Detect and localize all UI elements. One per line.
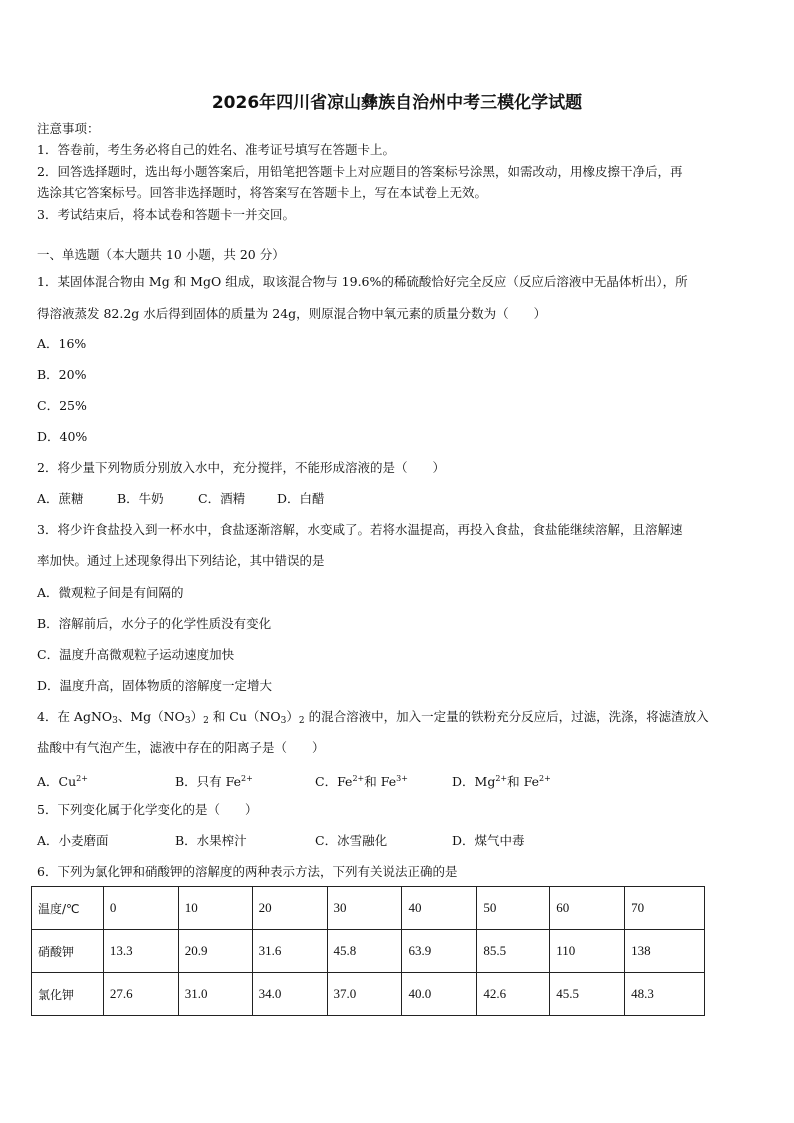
notice-item: 2．回答选择题时，选出每小题答案后，用铅笔把答题卡上对应题目的答案标号涂黑，如需改动，用橡皮擦干净后，再 (37, 164, 683, 179)
question-4-option-d: D．$Mg^{2+}$和 $Fe^{2+}$ (452, 774, 551, 789)
table-cell: 70 (625, 887, 705, 930)
question-4-stem-cont: 盐酸中有气泡产生，滤液中存在的阳离子是（ ） (37, 740, 325, 755)
question-1-option-d: D．40% (37, 429, 88, 444)
table-cell: 31.0 (178, 973, 252, 1016)
table-cell: 氯化钾 (32, 973, 104, 1016)
table-cell: 40 (402, 887, 477, 930)
question-5-option-b: B．水果榨汁 (175, 833, 247, 848)
table-cell: 20.9 (178, 930, 252, 973)
question-5-stem: 5．下列变化属于化学变化的是（ ） (37, 802, 258, 817)
question-5-option-c: C．冰雪融化 (315, 833, 388, 848)
table-cell: 48.3 (625, 973, 705, 1016)
table-cell: 138 (625, 930, 705, 973)
question-6-stem: 6．下列为氯化钾和硝酸钾的溶解度的两种表示方法，下列有关说法正确的是 (37, 864, 458, 879)
question-1-stem: 1．某固体混合物由 Mg 和 MgO 组成，取该混合物与 19.6%的稀硫酸恰好完全反应（反应后溶液中无晶体析出），所 (37, 274, 688, 289)
notice-heading: 注意事项： (37, 121, 100, 136)
question-3-option-a: A．微观粒子间是有间隔的 (37, 585, 184, 600)
question-5-option-d: D．煤气中毒 (452, 833, 525, 848)
table-cell: 10 (178, 887, 252, 930)
notice-item: 1．答卷前，考生务必将自己的姓名、准考证号填写在答题卡上。 (37, 142, 395, 157)
question-1-option-c: C．25% (37, 398, 87, 413)
solubility-table (31, 886, 705, 1016)
table-cell: 31.6 (252, 930, 327, 973)
question-5-option-a: A．小麦磨面 (37, 833, 109, 848)
table-cell: 34.0 (252, 973, 327, 1016)
question-4-option-c: C．$Fe^{2+}$和 $Fe^{3+}$ (315, 774, 408, 789)
table-cell: 0 (103, 887, 178, 930)
table-cell: 63.9 (402, 930, 477, 973)
notice-item: 3．考试结束后，将本试卷和答题卡一并交回。 (37, 207, 295, 222)
notice-item: 选涂其它答案标号。回答非选择题时，将答案写在答题卡上，写在本试卷上无效。 (37, 185, 488, 200)
question-4-stem: 4．在 AgNO$_3$、$Mg(NO_3)_2$ 和 $Cu(NO_3)_2$ 的混合溶液中，加入一定量的铁粉充分反应后，过滤，洗涤，将滤渣放入 (37, 709, 709, 726)
table-cell: 110 (550, 930, 625, 973)
table-cell: 13.3 (103, 930, 178, 973)
table-cell: 42.6 (477, 973, 550, 1016)
question-1-option-b: B．20% (37, 367, 87, 382)
table-cell: 硝酸钾 (32, 930, 104, 973)
question-2-option-c: C．酒精 (198, 491, 246, 506)
question-3-option-d: D．温度升高，固体物质的溶解度一定增大 (37, 678, 273, 693)
table-cell: 85.5 (477, 930, 550, 973)
question-2-option-a: A．蔗糖 (37, 491, 84, 506)
table-cell: 37.0 (327, 973, 402, 1016)
table-cell: 50 (477, 887, 550, 930)
table-cell: 30 (327, 887, 402, 930)
question-2-stem: 2．将少量下列物质分别放入水中，充分搅拌，不能形成溶液的是（ ） (37, 460, 445, 475)
question-1-stem-cont: 得溶液蒸发 82.2g 水后得到固体的质量为 24g，则原混合物中氧元素的质量分数为（ ） (37, 306, 547, 321)
table-row (32, 930, 705, 973)
table-cell: 45.8 (327, 930, 402, 973)
question-3-stem: 3．将少许食盐投入到一杯水中，食盐逐渐溶解，水变咸了。若将水温提高，再投入食盐，食盐能继续溶解，且溶解速 (37, 522, 683, 537)
question-4-option-a: A．$Cu^{2+}$ (37, 774, 88, 789)
question-1-option-a: A．16% (37, 336, 87, 351)
table-cell: 温度/℃ (32, 887, 104, 930)
question-2-option-d: D．白醋 (277, 491, 325, 506)
section-heading: 一、单选题（本大题共 10 小题，共 20 分） (37, 247, 285, 262)
question-2-option-b: B．牛奶 (117, 491, 164, 506)
table-cell: 20 (252, 887, 327, 930)
table-header-row (32, 887, 705, 930)
table-cell: 27.6 (103, 973, 178, 1016)
table-cell: 40.0 (402, 973, 477, 1016)
table-cell: 45.5 (550, 973, 625, 1016)
table-row (32, 973, 705, 1016)
question-3-stem-cont: 率加快。通过上述现象得出下列结论，其中错误的是 (37, 553, 325, 568)
table-cell: 60 (550, 887, 625, 930)
question-3-option-c: C．温度升高微观粒子运动速度加快 (37, 647, 235, 662)
question-4-option-b: B．只有 $Fe^{2+}$ (175, 774, 253, 789)
page-title: 2026年四川省凉山彝族自治州中考三模化学试题 (211, 93, 583, 113)
question-3-option-b: B．溶解前后，水分子的化学性质没有变化 (37, 616, 272, 631)
